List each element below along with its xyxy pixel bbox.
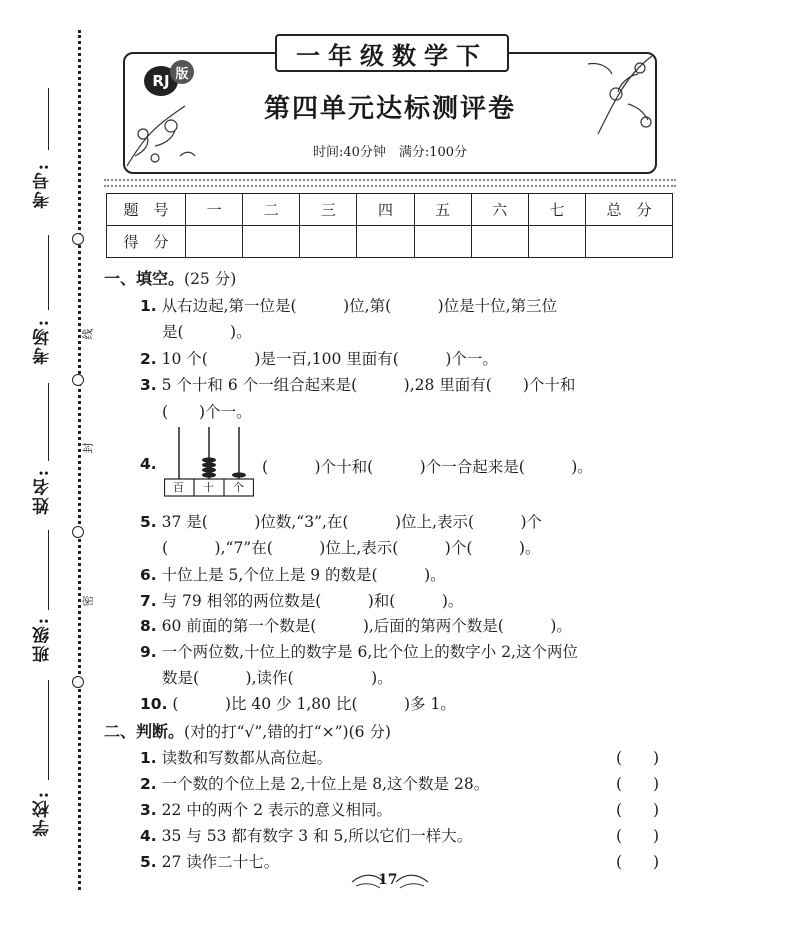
question-number: 3. bbox=[140, 376, 157, 394]
dotted-cut-line bbox=[78, 30, 81, 890]
question-text: ( )比 40 少 1,80 比( )多 1。 bbox=[172, 695, 456, 713]
binding-strip bbox=[0, 0, 100, 930]
question-number: 2. bbox=[140, 775, 157, 793]
score-header-cell: 总 分 bbox=[586, 194, 673, 226]
score-header-cell: 五 bbox=[414, 194, 471, 226]
score-row-label: 得 分 bbox=[107, 226, 186, 258]
question-text: 60 前面的第一个数是( ),后面的第两个数是( )。 bbox=[161, 617, 572, 635]
question-2 bbox=[140, 347, 498, 369]
field-label-exam-number: 考号: bbox=[33, 162, 53, 209]
score-table bbox=[106, 193, 673, 258]
question-6 bbox=[140, 563, 446, 585]
score-cell[interactable] bbox=[471, 226, 528, 258]
abacus-label-ones: 个 bbox=[233, 481, 244, 494]
question-1-cont: 是( )。 bbox=[162, 323, 252, 341]
score-cell[interactable] bbox=[586, 226, 673, 258]
field-label-exam-room: 考场: bbox=[33, 318, 53, 365]
question-3 bbox=[140, 373, 575, 395]
badge-edition: 版 bbox=[170, 60, 194, 84]
question-number: 10. bbox=[140, 695, 168, 713]
field-line bbox=[48, 88, 49, 150]
binding-hole bbox=[72, 374, 84, 386]
field-label-name: 姓名: bbox=[33, 468, 53, 515]
question-text: 22 中的两个 2 表示的意义相同。 bbox=[161, 801, 392, 819]
field-line bbox=[48, 383, 49, 461]
question-9 bbox=[140, 640, 578, 662]
score-cell[interactable] bbox=[186, 226, 243, 258]
answer-paren[interactable]: ( ) bbox=[616, 749, 660, 767]
answer-paren[interactable]: ( ) bbox=[616, 775, 660, 793]
score-header-cell: 三 bbox=[300, 194, 357, 226]
score-header-cell: 二 bbox=[243, 194, 300, 226]
question-9-cont: 数是( ),读作( )。 bbox=[162, 669, 393, 687]
question-10 bbox=[140, 692, 456, 714]
question-5 bbox=[140, 510, 542, 532]
question-8 bbox=[140, 614, 572, 636]
seal-char-line: 线 bbox=[81, 328, 95, 340]
section1-title: 一、填空。 bbox=[104, 269, 185, 288]
page-title: 第四单元达标测评卷 bbox=[263, 94, 516, 124]
section2-instruction: (对的打“√”,错的打“×”)(6 分) bbox=[184, 723, 391, 741]
abacus-label-tens: 十 bbox=[203, 481, 214, 494]
field-label-class: 班级: bbox=[33, 616, 53, 663]
judge-item-5 bbox=[140, 850, 279, 872]
question-number: 7. bbox=[140, 592, 157, 610]
answer-paren[interactable]: ( ) bbox=[616, 853, 660, 871]
field-line bbox=[48, 530, 49, 610]
score-header-cell: 一 bbox=[186, 194, 243, 226]
question-text: 与 79 相邻的两位数是( )和( )。 bbox=[161, 592, 464, 610]
question-number: 1. bbox=[140, 297, 157, 315]
score-cell[interactable] bbox=[357, 226, 414, 258]
question-3-cont: ( )个一。 bbox=[162, 403, 252, 421]
abacus-label-hundreds: 百 bbox=[173, 481, 184, 494]
question-text: 10 个( )是一百,100 里面有( )个一。 bbox=[161, 350, 498, 368]
question-number: 8. bbox=[140, 617, 157, 635]
question-text: 27 读作二十七。 bbox=[161, 853, 280, 871]
question-text: 37 是( )位数,“3”,在( )位上,表示( )个 bbox=[161, 513, 543, 531]
question-number: 5. bbox=[140, 853, 157, 871]
answer-paren[interactable]: ( ) bbox=[616, 827, 660, 845]
binding-hole bbox=[72, 676, 84, 688]
score-header-cell: 七 bbox=[528, 194, 585, 226]
question-number: 1. bbox=[140, 749, 157, 767]
score-cell[interactable] bbox=[300, 226, 357, 258]
grade-banner: 一年级数学下 bbox=[275, 34, 509, 72]
score-cell[interactable] bbox=[528, 226, 585, 258]
question-text: 从右边起,第一位是( )位,第( )位是十位,第三位 bbox=[161, 297, 558, 315]
field-line bbox=[48, 235, 49, 310]
question-number: 2. bbox=[140, 350, 157, 368]
question-number: 5. bbox=[140, 513, 157, 531]
section2-heading bbox=[104, 719, 391, 742]
score-header-cell: 六 bbox=[471, 194, 528, 226]
question-number: 4. bbox=[140, 455, 157, 473]
question-4-text: ( )个十和( )个一合起来是( )。 bbox=[262, 458, 593, 476]
question-text: 5 个十和 6 个一组合起来是( ),28 里面有( )个十和 bbox=[161, 376, 576, 394]
field-label-school: 学校: bbox=[33, 790, 53, 837]
question-1 bbox=[140, 294, 557, 316]
question-text: 十位上是 5,个位上是 9 的数是( )。 bbox=[161, 566, 446, 584]
seal-char-seal: 封 bbox=[81, 442, 95, 454]
question-5-cont: ( ),“7”在( )位上,表示( )个( )。 bbox=[162, 539, 541, 557]
question-text: 一个两位数,十位上的数字是 6,比个位上的数字小 2,这个两位 bbox=[161, 643, 578, 661]
judge-item-2 bbox=[140, 772, 489, 794]
question-text: 35 与 53 都有数字 3 和 5,所以它们一样大。 bbox=[161, 827, 473, 845]
judge-item-4 bbox=[140, 824, 472, 846]
badge-rj: RJ bbox=[144, 66, 178, 96]
question-text: 读数和写数都从高位起。 bbox=[161, 749, 333, 767]
question-number: 4. bbox=[140, 827, 157, 845]
separator bbox=[104, 179, 676, 187]
question-number: 3. bbox=[140, 801, 157, 819]
answer-paren[interactable]: ( ) bbox=[616, 801, 660, 819]
binding-hole bbox=[72, 526, 84, 538]
judge-item-3 bbox=[140, 798, 392, 820]
page-number: 17 bbox=[378, 872, 398, 888]
judge-item-1 bbox=[140, 746, 332, 768]
question-4-number bbox=[140, 455, 157, 473]
section2-title: 二、判断。 bbox=[104, 722, 185, 741]
section1-points: (25 分) bbox=[184, 270, 237, 288]
question-number: 6. bbox=[140, 566, 157, 584]
binding-hole bbox=[72, 233, 84, 245]
exam-info: 时间:40分钟 满分:100分 bbox=[312, 145, 468, 160]
score-header-cell: 四 bbox=[357, 194, 414, 226]
field-line bbox=[48, 680, 49, 780]
score-header-cell: 题 号 bbox=[107, 194, 186, 226]
question-text: 一个数的个位上是 2,十位上是 8,这个数是 28。 bbox=[161, 775, 490, 793]
question-number: 9. bbox=[140, 643, 157, 661]
seal-char-secret: 密 bbox=[81, 595, 95, 607]
question-7 bbox=[140, 589, 463, 611]
section1-heading bbox=[104, 266, 236, 289]
score-cell[interactable] bbox=[243, 226, 300, 258]
score-cell[interactable] bbox=[414, 226, 471, 258]
